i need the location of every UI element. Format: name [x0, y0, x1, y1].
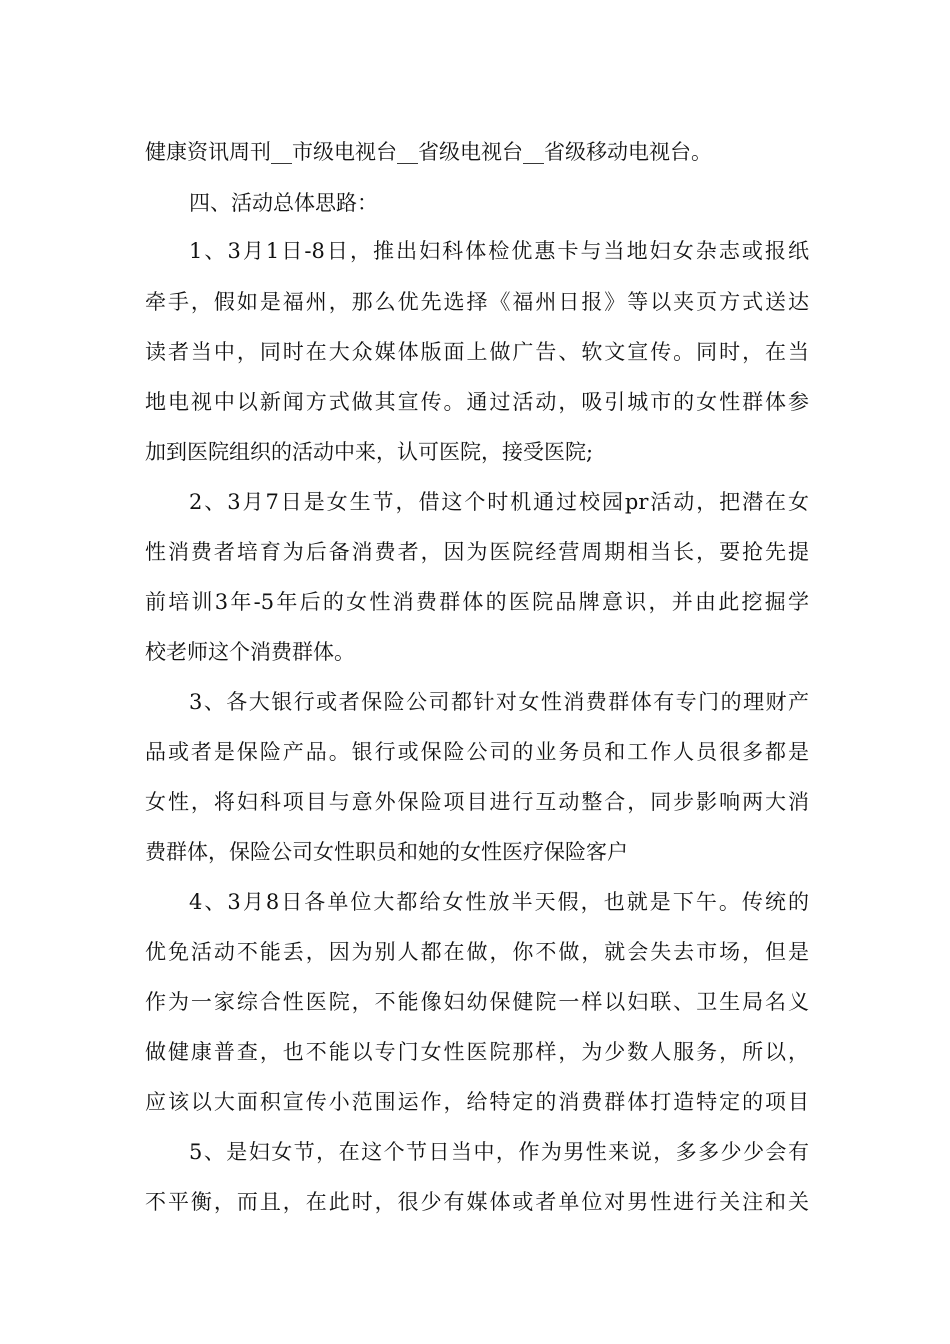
- text-line: 加到医院组织的活动中来，认可医院，接受医院;: [145, 440, 594, 464]
- text-line: 4、3月8日各单位大都给女性放半天假，也就是下午。传统的: [189, 890, 809, 914]
- text-line: 地电视中以新闻方式做其宣传。通过活动，吸引城市的女性群体参: [145, 390, 809, 414]
- text-line: 健康资讯周刊__市级电视台__省级电视台__省级移动电视台。: [145, 140, 712, 164]
- text-line: 女性，将妇科项目与意外保险项目进行互动整合，同步影响两大消: [145, 790, 809, 814]
- text-line: 读者当中，同时在大众媒体版面上做广告、软文宣传。同时，在当: [145, 340, 809, 364]
- section-heading: 四、活动总体思路：: [189, 191, 378, 215]
- text-line: 应该以大面积宣传小范围运作，给特定的消费群体打造特定的项目: [145, 1090, 809, 1114]
- text-line: 1、3月1日-8日，推出妇科体检优惠卡与当地妇女杂志或报纸: [189, 239, 809, 263]
- text-line: 牵手，假如是福州，那么优先选择《福州日报》等以夹页方式送达: [145, 290, 809, 314]
- text-line: 2、3月7日是女生节，借这个时机通过校园pr活动，把潜在女: [189, 490, 809, 514]
- text-line: 5、是妇女节，在这个节日当中，作为男性来说，多多少少会有: [189, 1140, 809, 1164]
- text-line: 不平衡，而且，在此时，很少有媒体或者单位对男性进行关注和关: [145, 1190, 809, 1214]
- text-line: 作为一家综合性医院，不能像妇幼保健院一样以妇联、卫生局名义: [145, 990, 809, 1014]
- text-line: 做健康普查，也不能以专门女性医院那样，为少数人服务，所以，: [145, 1040, 809, 1064]
- text-line: 品或者是保险产品。银行或保险公司的业务员和工作人员很多都是: [145, 740, 809, 764]
- text-line: 费群体，保险公司女性职员和她的女性医疗保险客户: [145, 840, 628, 864]
- text-line: 3、各大银行或者保险公司都针对女性消费群体有专门的理财产: [189, 690, 809, 714]
- text-line: 性消费者培育为后备消费者，因为医院经营周期相当长，要抢先提: [145, 540, 809, 564]
- text-line: 前培训3年-5年后的女性消费群体的医院品牌意识，并由此挖掘学: [145, 590, 809, 614]
- text-line: 校老师这个消费群体。: [145, 640, 355, 664]
- text-line: 优免活动不能丢，因为别人都在做，你不做，就会失去市场，但是: [145, 940, 809, 964]
